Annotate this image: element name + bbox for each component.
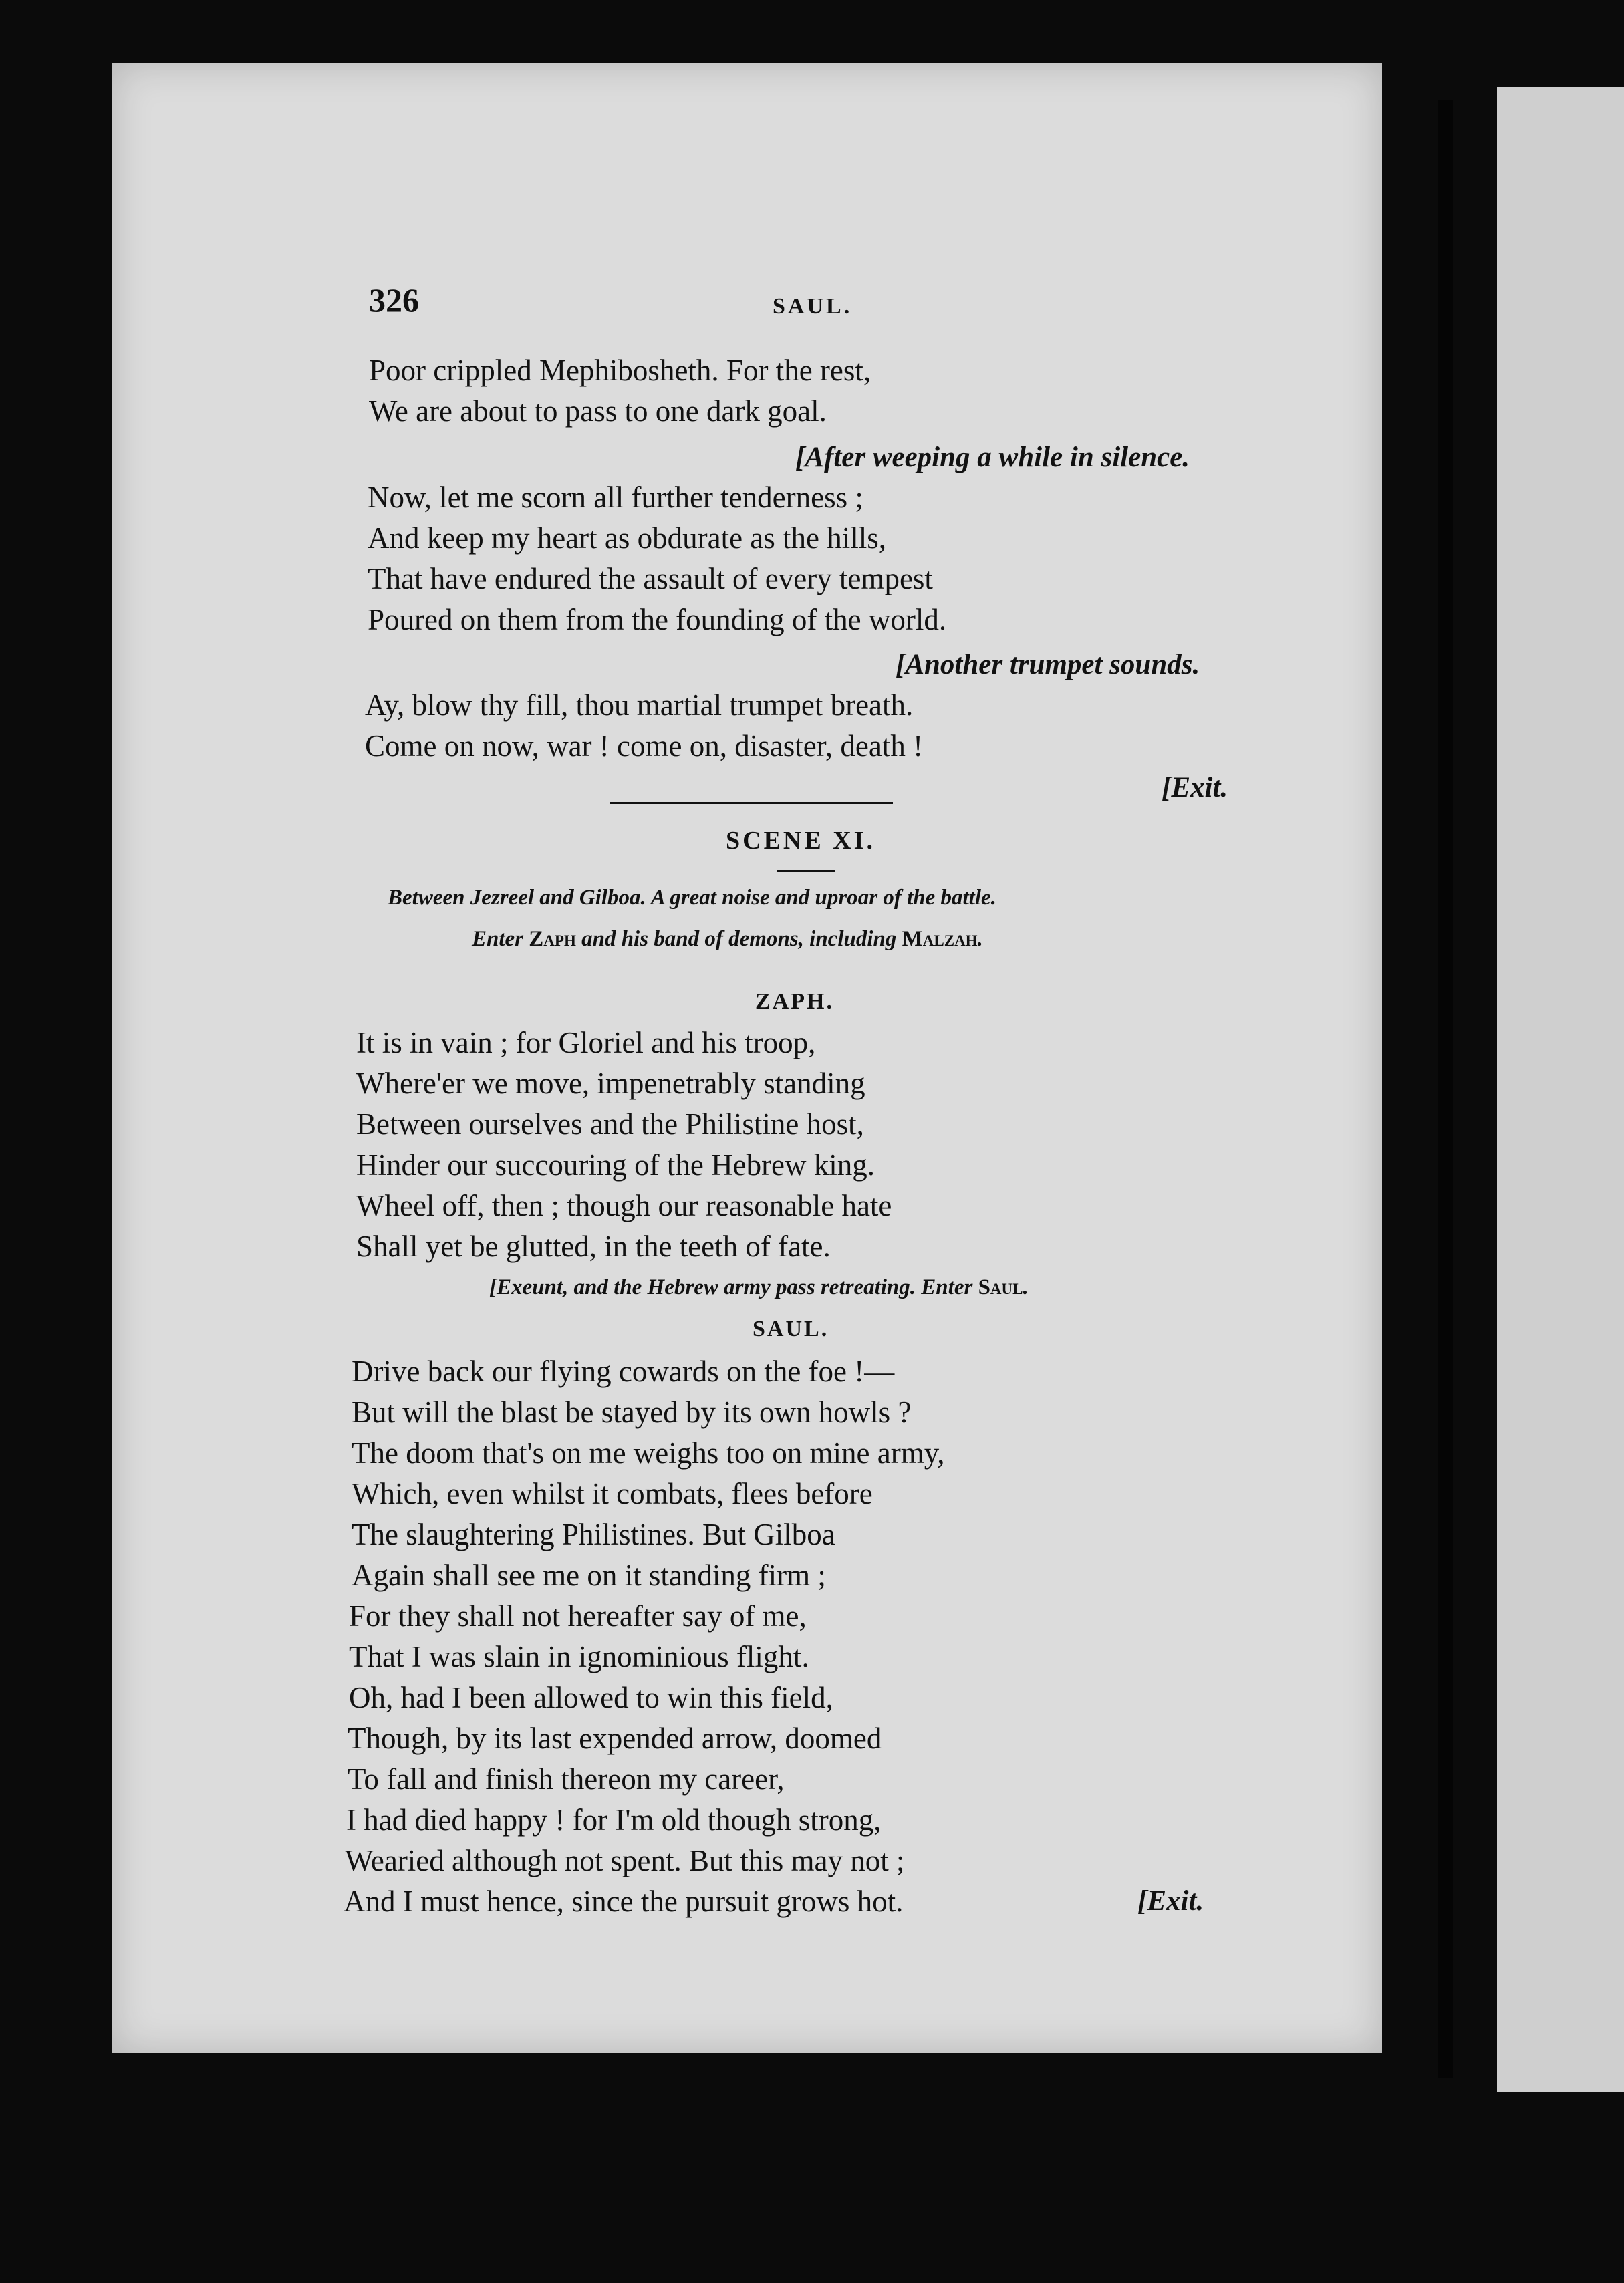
verse-line: Ay, blow thy fill, thou martial trumpet breath.: [365, 688, 914, 722]
section-rule: [610, 802, 893, 804]
verse-line: And I must hence, since the pursuit grows hot.: [344, 1885, 904, 1918]
setting-description: Enter Zaph and his band of demons, including Malzah.: [472, 927, 983, 951]
scene-title: SCENE XI.: [726, 827, 875, 855]
verse-line: I had died happy ! for I'm old though strong,: [346, 1803, 882, 1837]
verse-line: We are about to pass to one dark goal.: [369, 394, 827, 428]
running-head: SAUL.: [773, 294, 853, 319]
verse-line: Shall yet be glutted, in the teeth of fate.: [356, 1230, 831, 1263]
verse-line: Oh, had I been allowed to win this field,: [349, 1681, 833, 1714]
verse-line: Come on now, war ! come on, disaster, death !: [365, 729, 924, 763]
verse-line: Wheel off, then ; though our reasonable hate: [356, 1189, 892, 1222]
verse-line: It is in vain ; for Gloriel and his troop,: [356, 1026, 816, 1059]
stage-direction: [After weeping a while in silence.: [795, 442, 1190, 473]
verse-line: Poured on them from the founding of the world.: [368, 603, 947, 636]
verse-line: Again shall see me on it standing firm ;: [352, 1559, 826, 1592]
verse-line: To fall and finish thereon my career,: [348, 1762, 785, 1796]
verse-line: The doom that's on me weighs too on mine army,: [352, 1436, 945, 1470]
verse-line: Now, let me scorn all further tenderness ;: [368, 481, 863, 514]
exit-direction: [Exit.: [1162, 772, 1228, 803]
verse-line: Hinder our succouring of the Hebrew king.: [356, 1148, 875, 1182]
stage-direction: [Another trumpet sounds.: [896, 649, 1200, 680]
verse-line: Wearied although not spent. But this may not ;: [345, 1844, 905, 1877]
verse-line: For they shall not hereafter say of me,: [349, 1599, 807, 1633]
verse-line: Poor crippled Mephibosheth. For the rest,: [369, 354, 871, 387]
exit-direction: [Exit.: [1137, 1885, 1204, 1917]
verse-line: Where'er we move, impenetrably standing: [356, 1067, 865, 1100]
verse-line: But will the blast be stayed by its own howls ?: [352, 1395, 912, 1429]
verse-line: Between ourselves and the Philistine host,: [356, 1107, 864, 1141]
verse-line: Drive back our flying cowards on the foe !—: [352, 1355, 895, 1388]
setting-description: Between Jezreel and Gilboa. A great noise and uproar of the battle.: [388, 886, 996, 910]
scene-title-rule: [777, 870, 835, 872]
adjacent-page: [1497, 87, 1624, 2092]
speaker-name: SAUL.: [753, 1317, 829, 1341]
verse-line: Which, even whilst it combats, flees before: [352, 1477, 873, 1510]
stage-direction: [Exeunt, and the Hebrew army pass retreating. Enter Saul.: [489, 1275, 1029, 1299]
speaker-name: ZAPH.: [755, 989, 834, 1014]
verse-line: And keep my heart as obdurate as the hills,: [368, 521, 887, 555]
book-gutter-shadow: [1438, 100, 1453, 2078]
page-number: 326: [369, 281, 419, 319]
bleed-through-text: [1256, 334, 1430, 2005]
verse-line: That have endured the assault of every tempest: [368, 562, 933, 595]
verse-line: Though, by its last expended arrow, doomed: [348, 1722, 882, 1755]
verse-line: The slaughtering Philistines. But Gilboa: [352, 1518, 835, 1551]
verse-line: That I was slain in ignominious flight.: [349, 1640, 809, 1673]
